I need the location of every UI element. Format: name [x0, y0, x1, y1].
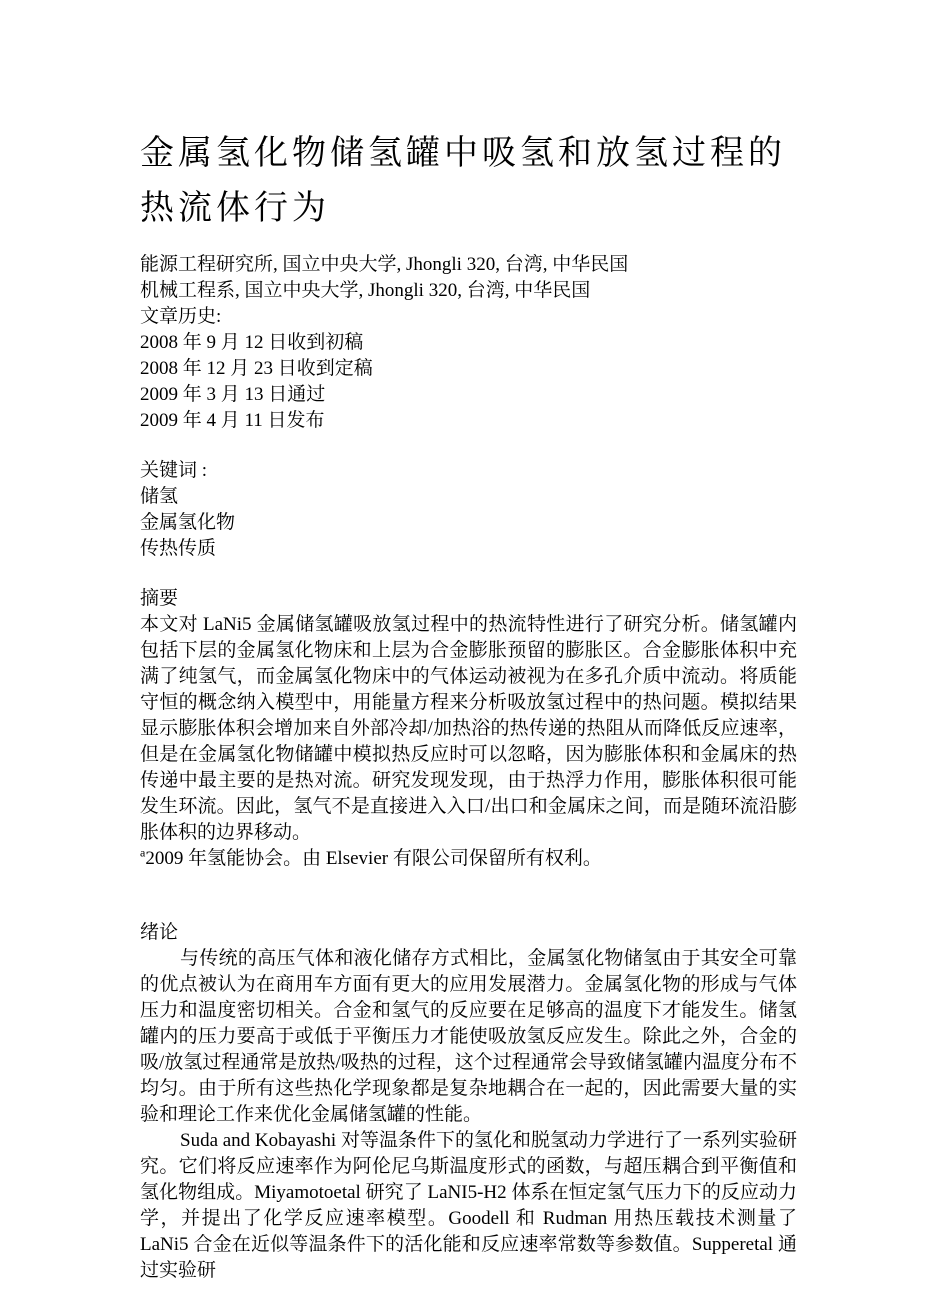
- keywords-label: 关键词 :: [140, 460, 208, 481]
- copyright-footnote-mark: a: [140, 845, 146, 860]
- history-event-received: 2008 年 9 月 12 日收到初稿: [140, 332, 364, 353]
- copyright-line: [140, 846, 797, 872]
- introduction-paragraph-2: Suda and Kobayashi 对等温条件下的氢化和脱氢动力学进行了一系列实验研究。它们将反应速率作为阿伦尼乌斯温度形式的函数，与超压耦合到平衡值和氢化物组成。Miyamotoetal 研究了 LaNI5-H2 体系在恒定氢气压力下的反应动力学，并提出了化学反应速率模型。Goodell 和 Rudman 用热压载技术测量了 LaNi5 合金在近似等温条件下的活化能和反应速率常数等参数值。Supperetal 通过实验研: [140, 1130, 797, 1281]
- abstract-heading: 摘要: [140, 588, 179, 609]
- abstract-block: [140, 586, 797, 872]
- keyword-item-2: 金属氢化物: [140, 512, 236, 533]
- introduction-section: [140, 920, 797, 1284]
- affiliation-line-2: 机械工程系, 国立中央大学, Jhongli 320, 台湾, 中华民国: [140, 280, 591, 301]
- history-event-accepted: 2009 年 3 月 13 日通过: [140, 384, 326, 405]
- paper-title: 金属氢化物储氢罐中吸氢和放氢过程的热流体行为: [140, 135, 786, 227]
- abstract-body: 本文对 LaNi5 金属储氢罐吸放氢过程中的热流特性进行了研究分析。储氢罐内包括下层的金属氢化物床和上层为合金膨胀预留的膨胀区。合金膨胀体积中充满了纯氢气，而金属氢化物床中的气体运动被视为在多孔介质中流动。将质能守恒的概念纳入模型中，用能量方程来分析吸放氢过程中的热问题。模拟结果显示膨胀体积会增加来自外部冷却/加热浴的热传递的热阻从而降低反应速率，但是在金属氢化物储罐中模拟热反应时可以忽略，因为膨胀体积和金属床的热传递中最主要的是热对流。研究发现发现，由于热浮力作用，膨胀体积很可能发生环流。因此，氢气不是直接进入入口/出口和金属床之间，而是随环流沿膨胀体积的边界移动。: [140, 614, 797, 843]
- keywords-block: [140, 458, 797, 562]
- introduction-paragraph-1: 与传统的高压气体和液化储存方式相比，金属氢化物储氢由于其安全可靠的优点被认为在商用车方面有更大的应用发展潜力。金属氢化物的形成与气体压力和温度密切相关。合金和氢气的反应要在足够高的温度下才能发生。储氢罐内的压力要高于或低于平衡压力才能使吸放氢反应发生。除此之外，合金的吸/放氢过程通常是放热/吸热的过程，这个过程通常会导致储氢罐内温度分布不均匀。由于所有这些热化学现象都是复杂地耦合在一起的，因此需要大量的实验和理论工作来优化金属储氢罐的性能。: [140, 948, 797, 1125]
- history-event-published: 2009 年 4 月 11 日发布: [140, 410, 325, 431]
- keyword-item-1: 储氢: [140, 486, 179, 507]
- keyword-item-3: 传热传质: [140, 538, 217, 559]
- copyright-text: 2009 年氢能协会。由 Elsevier 有限公司保留所有权利。: [145, 848, 602, 869]
- history-event-revised: 2008 年 12 月 23 日收到定稿: [140, 358, 373, 379]
- section-heading-introduction: 绪论: [140, 922, 179, 943]
- article-history-label: 文章历史:: [140, 306, 222, 327]
- affiliation-line-1: 能源工程研究所, 国立中央大学, Jhongli 320, 台湾, 中华民国: [140, 254, 629, 275]
